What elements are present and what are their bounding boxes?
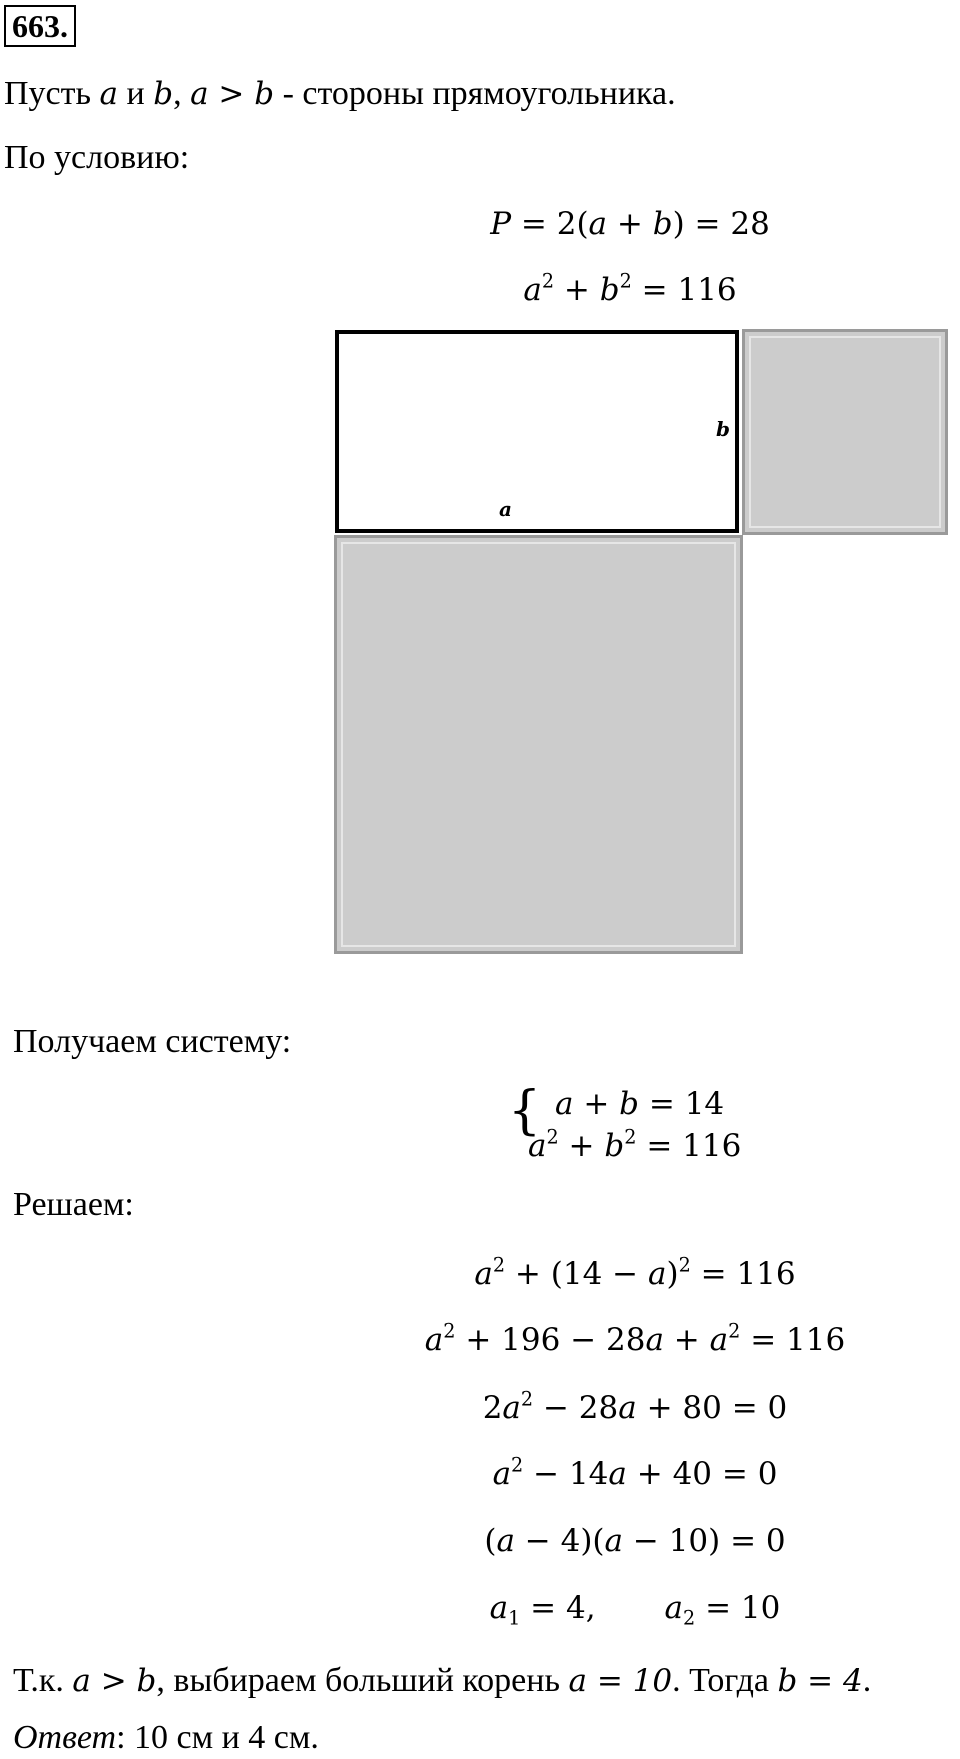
- step-2: $a^2 + 196 - 28a + a^2 = 116$: [424, 1319, 846, 1358]
- intro-text-2: и: [118, 75, 154, 112]
- problem-number: 663.: [4, 5, 76, 47]
- intro-text-4: - стороны прямоугольника.: [274, 75, 676, 112]
- step-4: $a^2 - 14a + 40 = 0$: [492, 1453, 778, 1492]
- system-brace: {: [508, 1081, 542, 1141]
- step-1: $a^2 + (14 - a)^2 = 116$: [474, 1253, 796, 1292]
- conclusion-root: a = 10: [568, 1663, 673, 1699]
- system-label: Получаем систему:: [13, 1023, 292, 1060]
- side-label-a: a: [499, 497, 512, 521]
- solve-label: Решаем:: [13, 1186, 134, 1223]
- system-line-2: $a^2 + b^2 = 116$: [528, 1125, 742, 1164]
- var-a: a: [99, 76, 118, 112]
- system-line-1: a + b = 14: [555, 1086, 725, 1122]
- condition-label: По условию:: [4, 139, 190, 176]
- var-b: b: [153, 76, 174, 112]
- rectangle-ab: [335, 330, 739, 533]
- given-perimeter-equation: P = 2(a + b) = 28: [490, 206, 770, 242]
- intro-line: [4, 74, 676, 114]
- conclusion-text-1: Т.к.: [13, 1662, 73, 1699]
- step-3: $2a^2 - 28a + 80 = 0$: [482, 1387, 788, 1426]
- square-b: [742, 329, 948, 535]
- conclusion-text-3: . Тогда: [672, 1662, 778, 1699]
- conclusion-b-value: b = 4: [777, 1663, 863, 1699]
- step-6-roots: $a_1 = 4$, $a_2 = 10$: [489, 1590, 781, 1630]
- answer-label: Ответ: [13, 1719, 117, 1756]
- intro-condition: a > b: [190, 76, 275, 112]
- intro-text-3: ,: [173, 75, 191, 112]
- conclusion-text-4: .: [862, 1662, 872, 1699]
- conclusion-line: [13, 1661, 871, 1701]
- given-squares-equation: $a^2 + b^2 = 116$: [523, 269, 737, 308]
- intro-text-1: Пусть: [4, 75, 100, 112]
- conclusion-condition: a > b: [72, 1663, 157, 1699]
- answer-text: : 10 см и 4 см.: [116, 1719, 319, 1756]
- conclusion-text-2: , выбираем больший корень: [156, 1662, 569, 1699]
- answer-line: [13, 1718, 319, 1758]
- side-label-b: b: [716, 417, 730, 441]
- step-5: (a − 4)(a − 10) = 0: [484, 1523, 786, 1559]
- square-a: [334, 535, 743, 954]
